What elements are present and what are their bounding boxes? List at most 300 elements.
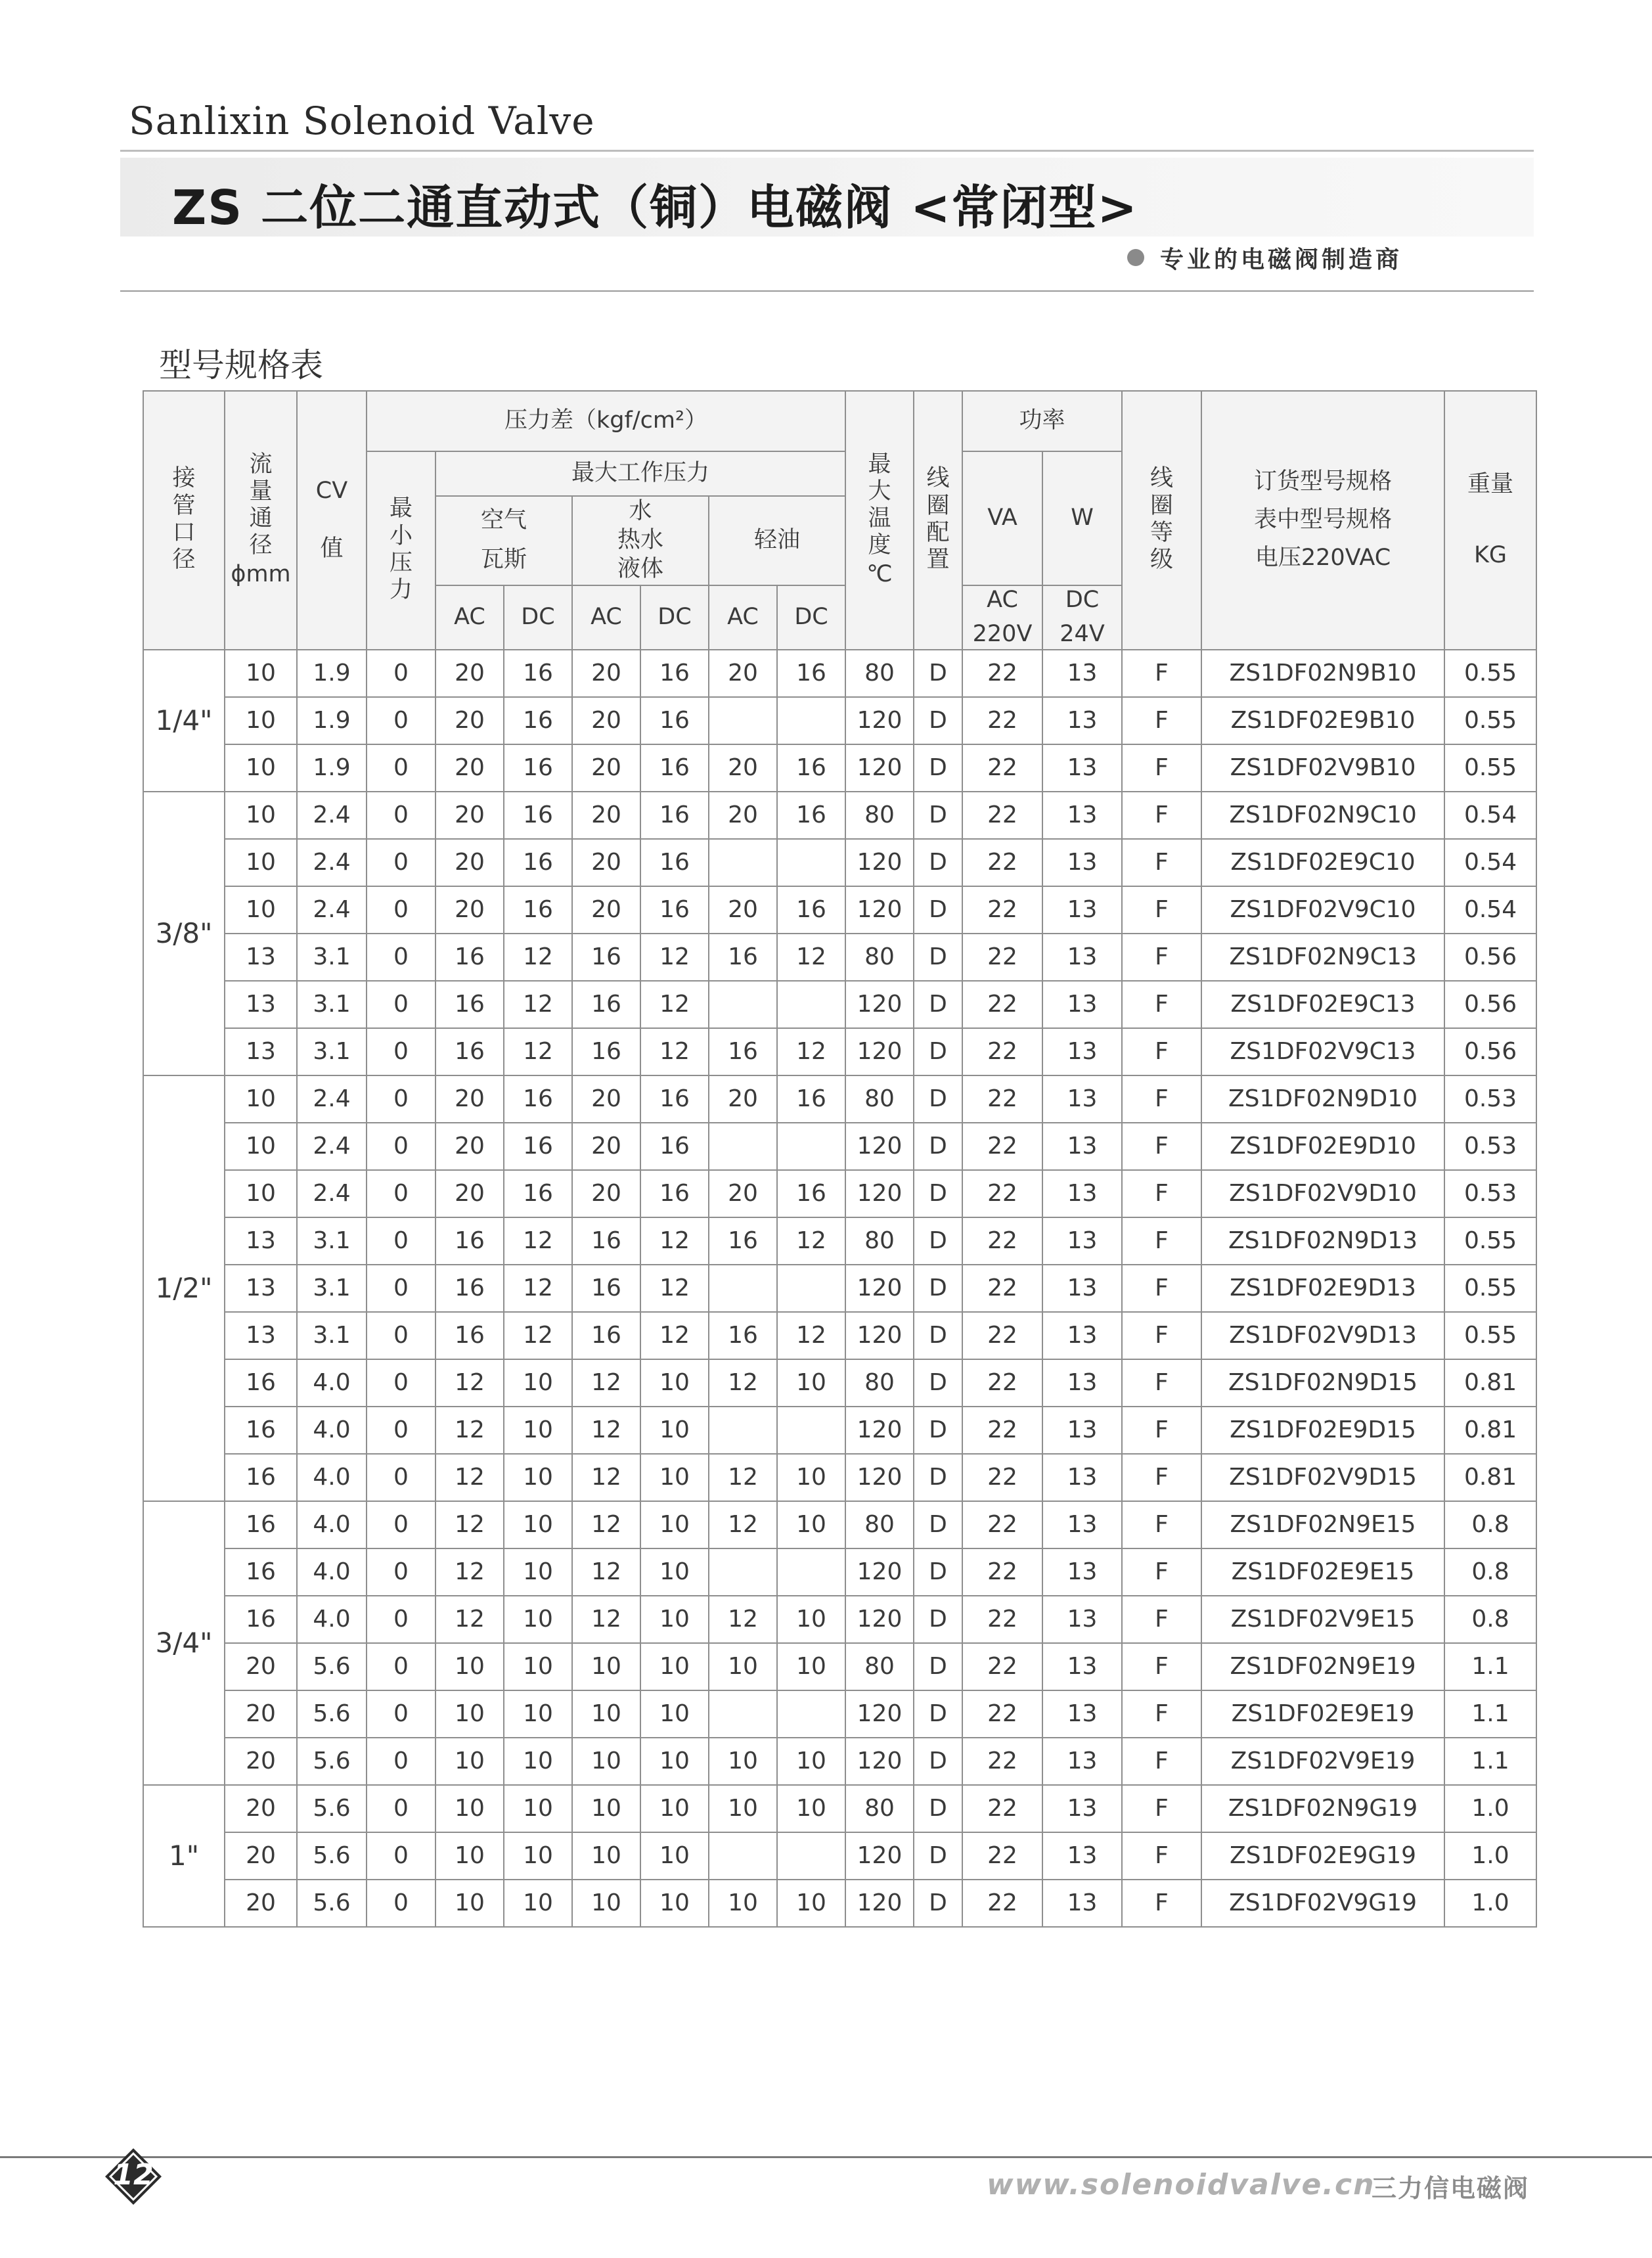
header-pressure-diff: 压力差（kgf/cm²）	[367, 391, 845, 451]
power-va-cell: 22	[962, 1690, 1042, 1738]
min-pressure-cell: 0	[367, 792, 435, 839]
order-model-cell: ZS1DF02N9D13	[1201, 1217, 1444, 1265]
header-weight: 重量 KG	[1444, 391, 1536, 650]
tagline	[1127, 242, 1402, 273]
cv-value-cell: 5.6	[297, 1832, 367, 1880]
flow-mm-cell: 20	[225, 1785, 297, 1832]
order-model-cell: ZS1DF02N9G19	[1201, 1785, 1444, 1832]
oil-dc-cell	[777, 1690, 845, 1738]
order-model-cell: ZS1DF02E9E19	[1201, 1690, 1444, 1738]
water-ac-cell: 16	[572, 1265, 640, 1312]
water-ac-cell: 20	[572, 1170, 640, 1217]
header-min-pressure: 最小压力	[367, 451, 435, 650]
order-model-cell: ZS1DF02N9D10	[1201, 1075, 1444, 1123]
weight-cell: 1.0	[1444, 1832, 1536, 1880]
header-cv: CV 值	[297, 391, 367, 650]
weight-cell: 1.1	[1444, 1738, 1536, 1785]
min-pressure-cell: 0	[367, 1312, 435, 1359]
air-dc-cell: 10	[504, 1501, 572, 1548]
table-row	[143, 1880, 1536, 1927]
power-va-cell: 22	[962, 1548, 1042, 1596]
flow-mm-cell: 10	[225, 697, 297, 744]
table-row	[143, 1643, 1536, 1690]
water-dc-cell: 16	[640, 839, 709, 886]
cv-value-cell: 4.0	[297, 1359, 367, 1407]
order-model-cell: ZS1DF02N9C10	[1201, 792, 1444, 839]
oil-ac-cell: 12	[709, 1501, 777, 1548]
air-dc-cell: 10	[504, 1880, 572, 1927]
header-w: W	[1042, 451, 1122, 585]
air-ac-cell: 20	[435, 744, 504, 792]
oil-dc-cell	[777, 1407, 845, 1454]
power-va-cell: 22	[962, 981, 1042, 1028]
oil-dc-cell: 10	[777, 1359, 845, 1407]
order-model-cell: ZS1DF02V9C10	[1201, 886, 1444, 934]
oil-dc-cell: 12	[777, 1028, 845, 1075]
max-temp-cell: 80	[845, 1217, 914, 1265]
header-power: 功率	[962, 391, 1122, 451]
table-row	[143, 1312, 1536, 1359]
pipe-size-cell: 1/2"	[143, 1075, 225, 1501]
water-ac-cell: 16	[572, 1028, 640, 1075]
weight-cell: 0.53	[1444, 1075, 1536, 1123]
water-ac-cell: 20	[572, 839, 640, 886]
oil-dc-cell	[777, 981, 845, 1028]
order-model-cell: ZS1DF02N9E15	[1201, 1501, 1444, 1548]
coil-grade-cell: F	[1122, 744, 1201, 792]
flow-mm-cell: 16	[225, 1407, 297, 1454]
table-header	[143, 391, 1536, 650]
air-ac-cell: 20	[435, 650, 504, 697]
max-temp-cell: 80	[845, 1501, 914, 1548]
order-model-cell: ZS1DF02E9G19	[1201, 1832, 1444, 1880]
air-dc-cell: 10	[504, 1832, 572, 1880]
coil-config-cell: D	[914, 1596, 962, 1643]
table-row	[143, 1548, 1536, 1596]
min-pressure-cell: 0	[367, 1359, 435, 1407]
table-row	[143, 981, 1536, 1028]
water-dc-cell: 12	[640, 1265, 709, 1312]
cv-value-cell: 4.0	[297, 1454, 367, 1501]
table-row	[143, 839, 1536, 886]
header-air-gas: 空气 瓦斯	[435, 496, 572, 585]
flow-mm-cell: 16	[225, 1596, 297, 1643]
power-w-cell: 13	[1042, 839, 1122, 886]
power-va-cell: 22	[962, 1501, 1042, 1548]
table-row	[143, 1123, 1536, 1170]
cv-value-cell: 3.1	[297, 981, 367, 1028]
coil-config-cell: D	[914, 934, 962, 981]
weight-cell: 1.0	[1444, 1785, 1536, 1832]
coil-grade-cell: F	[1122, 792, 1201, 839]
order-model-cell: ZS1DF02V9G19	[1201, 1880, 1444, 1927]
water-dc-cell: 10	[640, 1501, 709, 1548]
power-va-cell: 22	[962, 792, 1042, 839]
weight-cell: 1.1	[1444, 1690, 1536, 1738]
header-flow-diameter: 流量通径 ϕmm	[225, 391, 297, 650]
power-va-cell: 22	[962, 1217, 1042, 1265]
cv-value-cell: 2.4	[297, 792, 367, 839]
air-dc-cell: 16	[504, 1075, 572, 1123]
oil-dc-cell: 10	[777, 1880, 845, 1927]
oil-ac-cell	[709, 697, 777, 744]
air-dc-cell: 16	[504, 792, 572, 839]
min-pressure-cell: 0	[367, 1123, 435, 1170]
cv-value-cell: 1.9	[297, 744, 367, 792]
cv-value-cell: 3.1	[297, 1217, 367, 1265]
coil-grade-cell: F	[1122, 1690, 1201, 1738]
water-dc-cell: 16	[640, 744, 709, 792]
weight-cell: 0.56	[1444, 934, 1536, 981]
oil-ac-cell: 16	[709, 1028, 777, 1075]
power-w-cell: 13	[1042, 1832, 1122, 1880]
oil-dc-cell: 10	[777, 1596, 845, 1643]
oil-dc-cell: 10	[777, 1501, 845, 1548]
air-ac-cell: 16	[435, 1217, 504, 1265]
table-row	[143, 1738, 1536, 1785]
water-ac-cell: 10	[572, 1880, 640, 1927]
max-temp-cell: 120	[845, 1265, 914, 1312]
power-va-cell: 22	[962, 1785, 1042, 1832]
oil-dc-cell: 12	[777, 1312, 845, 1359]
cv-value-cell: 5.6	[297, 1785, 367, 1832]
water-ac-cell: 10	[572, 1690, 640, 1738]
air-ac-cell: 12	[435, 1359, 504, 1407]
power-va-cell: 22	[962, 1359, 1042, 1407]
air-dc-cell: 12	[504, 934, 572, 981]
power-w-cell: 13	[1042, 1123, 1122, 1170]
power-w-cell: 13	[1042, 934, 1122, 981]
max-temp-cell: 80	[845, 650, 914, 697]
table-row	[143, 1501, 1536, 1548]
min-pressure-cell: 0	[367, 1170, 435, 1217]
table-row	[143, 744, 1536, 792]
max-temp-cell: 120	[845, 1880, 914, 1927]
oil-ac-cell	[709, 1265, 777, 1312]
oil-dc-cell: 12	[777, 934, 845, 981]
coil-grade-cell: F	[1122, 839, 1201, 886]
min-pressure-cell: 0	[367, 1832, 435, 1880]
oil-ac-cell	[709, 1407, 777, 1454]
coil-grade-cell: F	[1122, 934, 1201, 981]
max-temp-cell: 120	[845, 1832, 914, 1880]
power-va-cell: 22	[962, 1265, 1042, 1312]
air-ac-cell: 16	[435, 981, 504, 1028]
coil-grade-cell: F	[1122, 1359, 1201, 1407]
air-ac-cell: 10	[435, 1690, 504, 1738]
water-dc-cell: 16	[640, 792, 709, 839]
coil-grade-cell: F	[1122, 650, 1201, 697]
coil-config-cell: D	[914, 697, 962, 744]
table-row	[143, 1170, 1536, 1217]
air-ac-cell: 20	[435, 697, 504, 744]
air-dc-cell: 10	[504, 1359, 572, 1407]
bullet-dot-icon	[1127, 249, 1144, 266]
coil-config-cell: D	[914, 1785, 962, 1832]
water-ac-cell: 10	[572, 1785, 640, 1832]
water-dc-cell: 12	[640, 934, 709, 981]
oil-dc-cell	[777, 839, 845, 886]
cv-value-cell: 3.1	[297, 1265, 367, 1312]
cv-value-cell: 5.6	[297, 1643, 367, 1690]
min-pressure-cell: 0	[367, 1880, 435, 1927]
power-va-cell: 22	[962, 1075, 1042, 1123]
air-ac-cell: 12	[435, 1501, 504, 1548]
oil-dc-cell: 10	[777, 1454, 845, 1501]
power-w-cell: 13	[1042, 1312, 1122, 1359]
air-dc-cell: 16	[504, 744, 572, 792]
min-pressure-cell: 0	[367, 1690, 435, 1738]
cv-value-cell: 3.1	[297, 934, 367, 981]
water-ac-cell: 12	[572, 1596, 640, 1643]
oil-dc-cell: 16	[777, 650, 845, 697]
power-w-cell: 13	[1042, 1738, 1122, 1785]
min-pressure-cell: 0	[367, 1596, 435, 1643]
air-dc-cell: 12	[504, 1028, 572, 1075]
order-model-cell: ZS1DF02E9E15	[1201, 1548, 1444, 1596]
pipe-size-cell: 1"	[143, 1785, 225, 1927]
power-va-cell: 22	[962, 1596, 1042, 1643]
order-model-cell: ZS1DF02E9C10	[1201, 839, 1444, 886]
cv-value-cell: 2.4	[297, 1123, 367, 1170]
coil-config-cell: D	[914, 1075, 962, 1123]
water-ac-cell: 20	[572, 650, 640, 697]
table-row	[143, 1359, 1536, 1407]
header-water-ac: AC	[572, 585, 640, 650]
weight-cell: 0.53	[1444, 1170, 1536, 1217]
title-divider	[120, 290, 1534, 292]
air-dc-cell: 10	[504, 1643, 572, 1690]
oil-dc-cell: 16	[777, 1075, 845, 1123]
water-ac-cell: 12	[572, 1407, 640, 1454]
coil-grade-cell: F	[1122, 1596, 1201, 1643]
table-row	[143, 1785, 1536, 1832]
power-va-cell: 22	[962, 1880, 1042, 1927]
power-w-cell: 13	[1042, 1596, 1122, 1643]
oil-ac-cell: 10	[709, 1880, 777, 1927]
max-temp-cell: 120	[845, 1738, 914, 1785]
weight-cell: 0.53	[1444, 1123, 1536, 1170]
power-w-cell: 13	[1042, 1359, 1122, 1407]
coil-config-cell: D	[914, 1123, 962, 1170]
page-title: ZS 二位二通直动式（铜）电磁阀 <常闭型>	[172, 180, 1138, 235]
flow-mm-cell: 13	[225, 981, 297, 1028]
order-model-cell: ZS1DF02V9E15	[1201, 1596, 1444, 1643]
cv-value-cell: 3.1	[297, 1312, 367, 1359]
coil-grade-cell: F	[1122, 1123, 1201, 1170]
oil-ac-cell: 20	[709, 650, 777, 697]
cv-value-cell: 2.4	[297, 1170, 367, 1217]
power-w-cell: 13	[1042, 1548, 1122, 1596]
water-dc-cell: 10	[640, 1690, 709, 1738]
max-temp-cell: 120	[845, 1548, 914, 1596]
table-row	[143, 1265, 1536, 1312]
order-model-cell: ZS1DF02V9D13	[1201, 1312, 1444, 1359]
min-pressure-cell: 0	[367, 1738, 435, 1785]
website-link[interactable]: www.solenoidvalve.cn	[987, 2168, 1375, 2202]
oil-dc-cell: 12	[777, 1217, 845, 1265]
air-dc-cell: 16	[504, 650, 572, 697]
coil-config-cell: D	[914, 981, 962, 1028]
pipe-size-cell: 1/4"	[143, 650, 225, 792]
coil-config-cell: D	[914, 1170, 962, 1217]
oil-ac-cell	[709, 1690, 777, 1738]
air-ac-cell: 10	[435, 1785, 504, 1832]
table-row	[143, 1217, 1536, 1265]
water-dc-cell: 16	[640, 1123, 709, 1170]
water-dc-cell: 16	[640, 886, 709, 934]
cv-value-cell: 2.4	[297, 886, 367, 934]
power-va-cell: 22	[962, 1170, 1042, 1217]
cv-value-cell: 5.6	[297, 1880, 367, 1927]
water-dc-cell: 12	[640, 1028, 709, 1075]
air-ac-cell: 12	[435, 1407, 504, 1454]
flow-mm-cell: 16	[225, 1454, 297, 1501]
order-model-cell: ZS1DF02N9C13	[1201, 934, 1444, 981]
coil-config-cell: D	[914, 1880, 962, 1927]
min-pressure-cell: 0	[367, 886, 435, 934]
min-pressure-cell: 0	[367, 1217, 435, 1265]
coil-config-cell: D	[914, 650, 962, 697]
power-w-cell: 13	[1042, 1170, 1122, 1217]
air-ac-cell: 20	[435, 1123, 504, 1170]
max-temp-cell: 120	[845, 1028, 914, 1075]
oil-ac-cell: 10	[709, 1643, 777, 1690]
air-ac-cell: 10	[435, 1832, 504, 1880]
max-temp-cell: 120	[845, 1454, 914, 1501]
table-row	[143, 1028, 1536, 1075]
cv-value-cell: 1.9	[297, 697, 367, 744]
power-va-cell: 22	[962, 1407, 1042, 1454]
weight-cell: 1.0	[1444, 1880, 1536, 1927]
min-pressure-cell: 0	[367, 1501, 435, 1548]
header-oil-dc: DC	[777, 585, 845, 650]
order-model-cell: ZS1DF02N9B10	[1201, 650, 1444, 697]
air-ac-cell: 10	[435, 1643, 504, 1690]
flow-mm-cell: 13	[225, 934, 297, 981]
max-temp-cell: 80	[845, 1643, 914, 1690]
table-row	[143, 934, 1536, 981]
flow-mm-cell: 13	[225, 1217, 297, 1265]
oil-dc-cell	[777, 1265, 845, 1312]
footer-divider	[0, 2156, 1652, 2158]
pipe-size-cell: 3/8"	[143, 792, 225, 1075]
coil-config-cell: D	[914, 1738, 962, 1785]
oil-dc-cell: 10	[777, 1738, 845, 1785]
air-dc-cell: 12	[504, 1217, 572, 1265]
order-model-cell: ZS1DF02V9E19	[1201, 1738, 1444, 1785]
flow-mm-cell: 10	[225, 886, 297, 934]
power-w-cell: 13	[1042, 1217, 1122, 1265]
table-row	[143, 650, 1536, 697]
flow-mm-cell: 13	[225, 1265, 297, 1312]
min-pressure-cell: 0	[367, 697, 435, 744]
air-dc-cell: 16	[504, 886, 572, 934]
section-title: 型号规格表	[159, 346, 323, 384]
header-divider	[120, 150, 1534, 152]
coil-grade-cell: F	[1122, 1312, 1201, 1359]
weight-cell: 0.8	[1444, 1548, 1536, 1596]
air-ac-cell: 12	[435, 1454, 504, 1501]
oil-dc-cell: 16	[777, 792, 845, 839]
oil-ac-cell	[709, 1123, 777, 1170]
oil-ac-cell: 12	[709, 1359, 777, 1407]
coil-grade-cell: F	[1122, 1407, 1201, 1454]
coil-grade-cell: F	[1122, 1643, 1201, 1690]
power-va-cell: 22	[962, 886, 1042, 934]
min-pressure-cell: 0	[367, 1265, 435, 1312]
cv-value-cell: 5.6	[297, 1690, 367, 1738]
power-w-cell: 13	[1042, 697, 1122, 744]
oil-ac-cell	[709, 1832, 777, 1880]
air-ac-cell: 20	[435, 886, 504, 934]
cv-value-cell: 4.0	[297, 1407, 367, 1454]
air-dc-cell: 16	[504, 697, 572, 744]
power-va-cell: 22	[962, 1454, 1042, 1501]
coil-grade-cell: F	[1122, 1785, 1201, 1832]
cv-value-cell: 4.0	[297, 1596, 367, 1643]
cv-value-cell: 4.0	[297, 1548, 367, 1596]
power-w-cell: 13	[1042, 1785, 1122, 1832]
air-ac-cell: 16	[435, 1312, 504, 1359]
power-w-cell: 13	[1042, 1690, 1122, 1738]
power-va-cell: 22	[962, 1643, 1042, 1690]
power-w-cell: 13	[1042, 650, 1122, 697]
oil-dc-cell: 10	[777, 1643, 845, 1690]
water-ac-cell: 20	[572, 1075, 640, 1123]
oil-ac-cell: 16	[709, 1217, 777, 1265]
oil-ac-cell: 16	[709, 934, 777, 981]
air-dc-cell: 16	[504, 1170, 572, 1217]
cv-value-cell: 4.0	[297, 1501, 367, 1548]
min-pressure-cell: 0	[367, 1407, 435, 1454]
coil-config-cell: D	[914, 1217, 962, 1265]
min-pressure-cell: 0	[367, 1454, 435, 1501]
weight-cell: 0.55	[1444, 1217, 1536, 1265]
water-dc-cell: 10	[640, 1643, 709, 1690]
water-ac-cell: 20	[572, 744, 640, 792]
oil-ac-cell	[709, 1548, 777, 1596]
water-dc-cell: 10	[640, 1785, 709, 1832]
flow-mm-cell: 10	[225, 839, 297, 886]
air-ac-cell: 20	[435, 839, 504, 886]
min-pressure-cell: 0	[367, 839, 435, 886]
flow-mm-cell: 16	[225, 1359, 297, 1407]
oil-ac-cell: 20	[709, 744, 777, 792]
coil-config-cell: D	[914, 1028, 962, 1075]
header-order-model: 订货型号规格 表中型号规格 电压220VAC	[1201, 391, 1444, 650]
order-model-cell: ZS1DF02N9D15	[1201, 1359, 1444, 1407]
oil-ac-cell: 20	[709, 792, 777, 839]
flow-mm-cell: 20	[225, 1643, 297, 1690]
water-ac-cell: 12	[572, 1359, 640, 1407]
table-body	[143, 650, 1536, 1927]
order-model-cell: ZS1DF02E9D13	[1201, 1265, 1444, 1312]
max-temp-cell: 120	[845, 1407, 914, 1454]
coil-grade-cell: F	[1122, 1217, 1201, 1265]
weight-cell: 0.55	[1444, 744, 1536, 792]
header-water: 水 热水 液体	[572, 496, 709, 585]
power-va-cell: 22	[962, 1738, 1042, 1785]
header-coil-config: 线圈配置	[914, 391, 962, 650]
flow-mm-cell: 10	[225, 1170, 297, 1217]
coil-config-cell: D	[914, 1359, 962, 1407]
air-dc-cell: 10	[504, 1785, 572, 1832]
power-w-cell: 13	[1042, 744, 1122, 792]
coil-config-cell: D	[914, 1501, 962, 1548]
max-temp-cell: 80	[845, 1359, 914, 1407]
max-temp-cell: 80	[845, 934, 914, 981]
